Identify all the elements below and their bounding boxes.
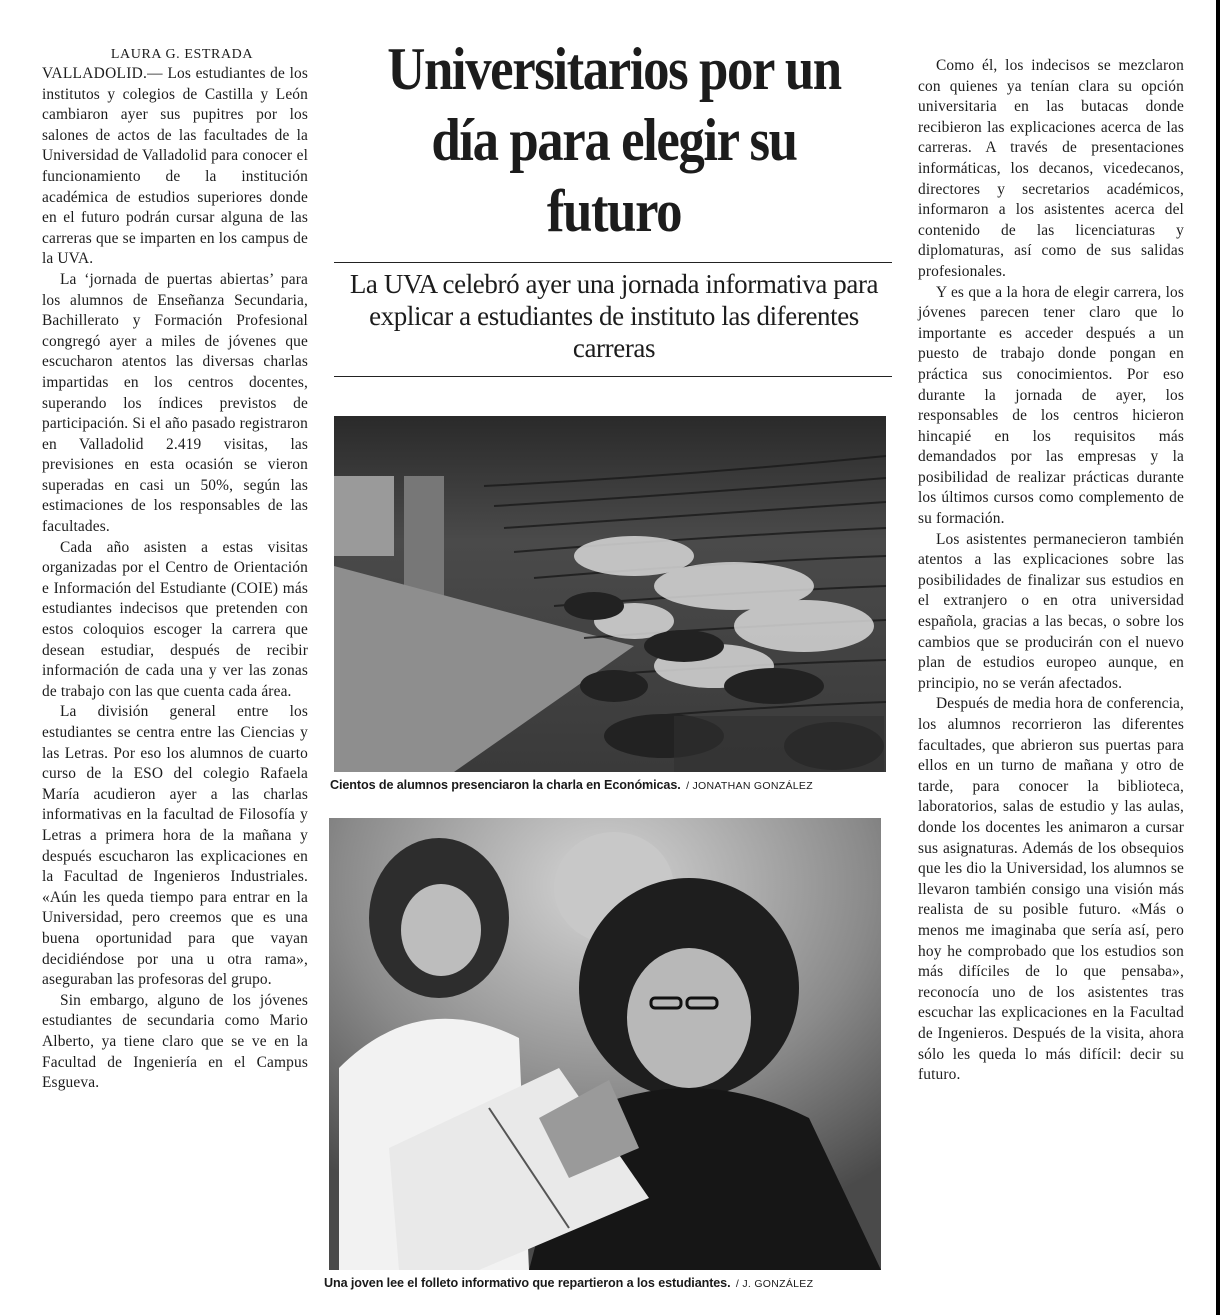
photo-auditorium (334, 416, 886, 772)
paragraph: Los asistentes permanecieron también atentos a las explicaciones sobre las posibilidades de finalizar sus estudios en el extranjero o en otra universidad española, gracias a las becas, o sobre los cambios que se producirán con el nuevo plan de estudios europeo aunque, en principio, no se verán afectados. (918, 530, 1184, 692)
paragraph-text: Los estudiantes de los institutos y colegios de Castilla y León cambiaron ayer sus pupitres por los salones de actos de las facultades de la Universidad de Valladolid para conocer el funcionamiento de la institución académica de estudios superiores donde en el futuro podrán cursar alguna de las carreras que se imparten en los campus de la UVA. (42, 65, 308, 268)
paragraph: Y es que a la hora de elegir carrera, los jóvenes parecen tener claro que lo importante es acceder después a un puesto de trabajo donde pongan en práctica sus conocimientos. Por eso durante la jornada de ayer, los responsables de los centros hicieron hincapié en los requisitos más demandados por las empresas y la posibilidad de realizar prácticas durante los últimos cursos como complemento de su formación. (918, 283, 1184, 528)
paragraph (42, 64, 308, 270)
photo-caption (324, 1276, 813, 1290)
student-image (329, 818, 881, 1270)
left-column (42, 46, 308, 1094)
scan-edge (1216, 0, 1220, 1315)
photo-caption (330, 778, 813, 792)
photo-credit: / JONATHAN GONZÁLEZ (686, 780, 813, 792)
right-column (918, 56, 1184, 1086)
caption-text: Cientos de alumnos presenciaron la charla en Económicas. (330, 778, 681, 792)
dateline: VALLADOLID.— (42, 65, 163, 82)
rule-bottom (334, 376, 892, 377)
rule-top (334, 262, 892, 263)
byline: LAURA G. ESTRADA (110, 47, 254, 62)
headline: Universitarios por un día para elegir su futuro (387, 36, 841, 244)
photo-credit: / J. GONZÁLEZ (735, 1278, 814, 1290)
paragraph: Después de media hora de conferencia, los alumnos recorrieron las diferentes facultades, que abrieron sus puertas para ellos en un turno de mañana y otro de tarde, para conocer la biblioteca, laboratorios, salas de estudio y las aulas, donde los docentes les animaron a cursar sus asignaturas. Además de los obsequios que les dio la Universidad, los alumnos se llevaron también consigo una visión más realista de su posible futuro. «Más o menos me imaginaba que sería así, pero hoy he comprobado que los estudios son más difíciles de lo que pensaba», reconocía uno de los asistentes tras escuchar las explicaciones en la Facultad de Ingenieros. Después de la visita, ahora sólo les queda lo más difícil: decir su futuro. (918, 695, 1184, 1084)
caption-text: Una joven lee el folleto informativo que repartieron a los estudiantes. (324, 1276, 731, 1290)
paragraph: Cada año asisten a estas visitas organizadas por el Centro de Orientación e Información del Estudiante (COIE) más estudiantes indecisos que pretenden con estos coloquios escoger la carrera que desean estudiar, después de recibir información de cada una y ver las zonas de trabajo con las que cuenta cada área. (42, 538, 308, 700)
paragraph: La división general entre los estudiantes se centra entre las Ciencias y las Letras. Por eso los alumnos de cuarto curso de la ESO del colegio Rafaela María acudieron ayer a las charlas informativas en la facultad de Filosofía y Letras a primera hora de la mañana y después escucharon las explicaciones en la Facultad de Ingenieros Industriales. «Aún les queda tiempo para entrar en la Universidad, pero creemos que es una buena oportunidad para que vayan decidiéndose por una u otra rama», aseguraban las profesoras del grupo. (42, 703, 308, 989)
paragraph: Sin embargo, alguno de los jóvenes estudiantes de secundaria como Mario Alberto, ya tiene claro que se ve en la Facultad de Ingeniería en el Campus Esgueva. (42, 991, 308, 1092)
paragraph: La ‘jornada de puertas abiertas’ para los alumnos de Enseñanza Secundaria, Bachillerato y Formación Profesional congregó ayer a miles de jóvenes que escucharon atentos las diversas charlas impartidas en los centros docentes, superando los índices previstos de participación. Si el año pasado registraron en Valladolid 2.419 visitas, las previsiones en esta ocasión se vieron superadas en casi un 50%, según las estimaciones de los responsables de las facultades. (42, 270, 308, 536)
photo-student-reading (329, 818, 881, 1270)
paragraph: Como él, los indecisos se mezclaron con quienes ya tenían clara su opción universitaria en las butacas donde recibieron las explicaciones acerca de las carreras. A través de presentaciones informáticas, los decanos, vicedecanos, directores y secretarios académicos, informaron a los asistentes acerca del contenido de las licenciaturas y diplomaturas, así como de sus salidas profesionales. (918, 57, 1184, 280)
subheadline: La UVA celebró ayer una jornada informativa para explicar a estudiantes de instituto las diferentes carreras (349, 269, 879, 363)
auditorium-image (334, 416, 886, 772)
